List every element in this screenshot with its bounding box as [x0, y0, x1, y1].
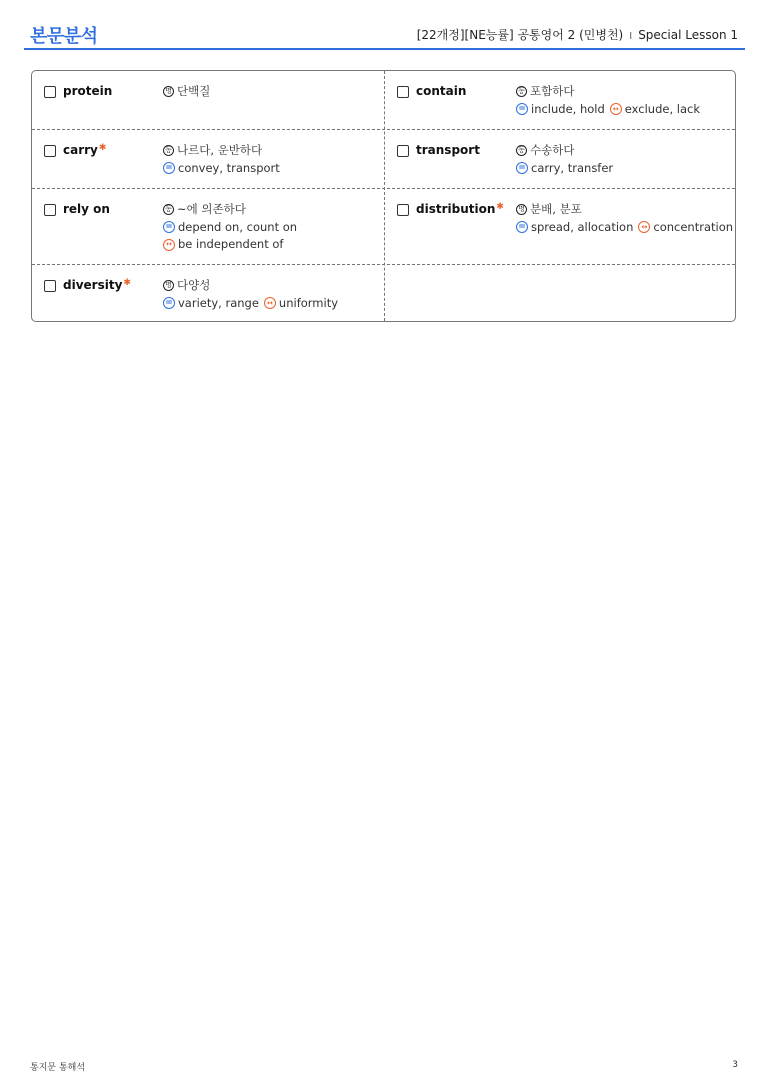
definition-line — [516, 101, 700, 119]
importance-star-icon: ✱ — [98, 143, 107, 153]
checkbox[interactable] — [44, 86, 56, 98]
definitions — [163, 142, 280, 177]
vocab-word — [416, 84, 466, 98]
definition-line — [516, 201, 733, 219]
book-title: [22개정][NE능률] 공통영어 2 (민병천) — [416, 28, 624, 42]
definition-line — [163, 219, 297, 237]
synonym-icon: = — [516, 103, 528, 115]
antonym-icon: ↔ — [610, 103, 622, 115]
meaning-text: 나르다, 운반하다 — [177, 143, 263, 157]
word-text: carry — [63, 143, 98, 157]
part-of-speech-icon: 명 — [516, 204, 527, 215]
meaning-text: 분배, 분포 — [530, 202, 582, 216]
book-info — [417, 26, 738, 43]
vocab-word — [63, 202, 110, 216]
definition-line — [163, 160, 280, 178]
checkbox[interactable] — [397, 145, 409, 157]
definition-line — [163, 295, 338, 313]
importance-star-icon: ✱ — [496, 202, 504, 212]
importance-star-icon: ✱ — [123, 278, 131, 288]
part-of-speech-icon: 동 — [516, 145, 527, 156]
word-text: diversity — [63, 278, 123, 292]
synonym-text: depend on, count on — [178, 219, 298, 234]
vocab-word — [63, 84, 112, 98]
vocab-word — [416, 143, 480, 157]
synonym-icon: = — [516, 162, 528, 174]
word-text: distribution — [416, 202, 496, 216]
definitions — [163, 201, 297, 254]
part-of-speech-icon: 명 — [163, 280, 174, 291]
word-text: contain — [416, 84, 467, 98]
column-divider — [384, 71, 385, 321]
word-text: rely on — [63, 202, 110, 216]
antonym-icon: ↔ — [638, 221, 650, 233]
definition-line — [516, 160, 613, 178]
meaning-text: 포함하다 — [530, 84, 575, 98]
page-number: 3 — [732, 1060, 738, 1070]
page-header — [24, 20, 745, 50]
synonym-icon: = — [163, 297, 175, 309]
definitions — [163, 83, 210, 101]
definition-line — [516, 219, 733, 237]
vocab-word — [416, 202, 504, 216]
page-title: 본문분석 — [30, 26, 98, 47]
antonym-text: uniformity — [278, 295, 339, 310]
checkbox[interactable] — [397, 204, 409, 216]
word-text: transport — [416, 143, 480, 157]
synonym-text: convey, transport — [178, 160, 280, 175]
definition-line — [516, 83, 700, 101]
checkbox[interactable] — [44, 204, 56, 216]
antonym-icon: ↔ — [264, 297, 276, 309]
definition-line — [163, 142, 280, 160]
meaning-text: 다양성 — [177, 278, 211, 292]
part-of-speech-icon: 동 — [516, 86, 527, 97]
synonym-icon: = — [516, 221, 528, 233]
checkbox[interactable] — [397, 86, 409, 98]
definitions — [516, 142, 613, 177]
lesson-title: Special Lesson 1 — [638, 28, 738, 42]
checkbox[interactable] — [44, 280, 56, 292]
header-separator: I — [629, 31, 633, 42]
definition-line — [516, 142, 613, 160]
synonym-text: variety, range — [178, 295, 259, 310]
definition-line — [163, 83, 210, 101]
synonym-icon: = — [163, 162, 175, 174]
vocab-table — [31, 70, 736, 322]
vocab-word — [63, 143, 106, 157]
antonym-text: concentration — [653, 219, 734, 234]
definition-line — [163, 277, 338, 295]
synonym-text: spread, allocation — [531, 219, 634, 234]
definitions — [516, 83, 700, 118]
antonym-text: exclude, lack — [624, 101, 700, 116]
part-of-speech-icon: 동 — [163, 204, 174, 215]
meaning-text: 단백질 — [177, 84, 211, 98]
synonym-icon: = — [163, 221, 175, 233]
definition-line — [163, 236, 297, 254]
meaning-text: ~에 의존하다 — [177, 202, 246, 216]
row-divider — [32, 129, 735, 130]
part-of-speech-icon: 동 — [163, 145, 174, 156]
antonym-text: be independent of — [178, 237, 284, 251]
checkbox[interactable] — [44, 145, 56, 157]
row-divider — [32, 264, 735, 265]
definitions — [163, 277, 338, 312]
row-divider — [32, 188, 735, 189]
antonym-icon: ↔ — [163, 239, 175, 251]
footer-label: 통지문 통해석 — [30, 1063, 86, 1073]
meaning-text: 수송하다 — [530, 143, 575, 157]
part-of-speech-icon: 명 — [163, 86, 174, 97]
vocab-word — [63, 278, 131, 292]
definition-line — [163, 201, 297, 219]
synonym-text: include, hold — [531, 101, 605, 116]
word-text: protein — [63, 84, 113, 98]
definitions — [516, 201, 733, 236]
synonym-text: carry, transfer — [531, 160, 614, 175]
